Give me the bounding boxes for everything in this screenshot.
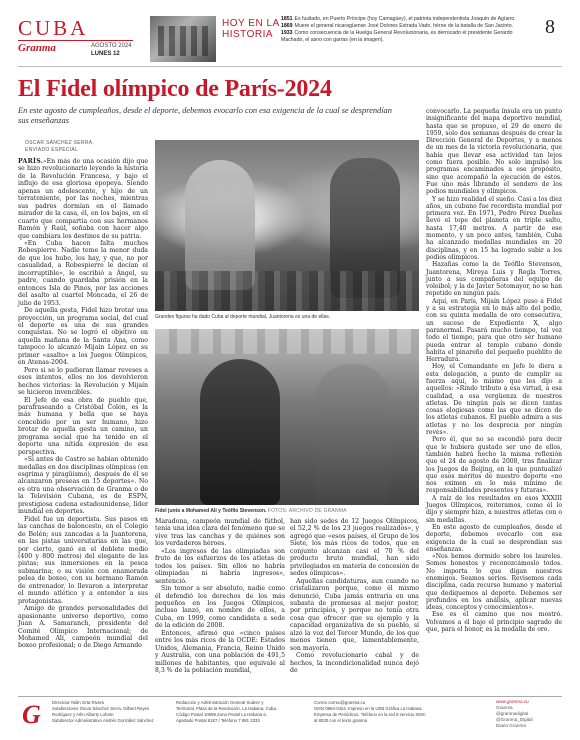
paragraph: «En Cuba hacen falta muchos Robespierre. Nadie teme la menor duda de que los hubo, los hay, y que, no por casualidad, a Robespierre le decían el incorruptible», le escribió a Ángel, su padre, cuando guardaba prisión en la entonces Isla de Pinos, por las acciones del asalto al cuartel Moncada, el 26 de julio de 1953.	[18, 239, 148, 307]
history-title-line-2: HISTORIA	[222, 29, 274, 40]
photo-caption-2	[155, 508, 419, 514]
paragraph: A raíz de los resultados en esos XXXIII Juegos Olímpicos, reiteramos, como él lo dijo y siempre hizo, a nuestros atletas con o sin medallas.	[426, 494, 562, 524]
footer-address	[176, 700, 306, 724]
paragraph-text: En más de una ocasión dijo que se hizo revolucionario leyendo la historia de la Revolución Francesa, y bajo el influjo de esa gloriosa epopeya. Siendo apenas un adolescente, y hijo de un terrateniente, por las noches, mientras sus padres dormían en el llamado mirador de la casa, él, en los bajos, en el cuarto que compartía con sus hermanos Ramón y Raúl, soñaba con hacer algo que cambiara los destinos de su patria.	[18, 158, 148, 240]
paragraph: Fidel fue un deportista. Sus pasos en las canchas de baloncesto, en el Colegio de Belén; sus zancadas a la Juantorena, en las pistas universitarias en las que, por cierto, ganó en el doblete medio (400 y 800 metros) del elegante de las pistas; sus inmersiones en la pesca submarina; o su visión con enamorada pelea de boxeo, con su hermano Ramón de entrenador, lo llevaron a interpretar el mundo atlético y a entender a sus protagonistas.	[18, 515, 148, 605]
ephemeris-item	[281, 16, 516, 22]
paragraph: Hazañas como la de Teófilo Stevenson, Juantorena, Mireya Luis y Regla Torres, junto a sus compañeras del equipo de voleibol; y la de Javier Sotomayor, no se han repetido en ningún país.	[426, 261, 562, 298]
paragraph: El Jefe de esa obra de pueblo que, parafraseando a Cristóbal Colón, es la más humana y bella que se haya concebido por un ser humano, hizo brotar de aquella gesta un camino, un programa social que ha tenido en el deporte una nítida expresión de esa perspectiva.	[18, 396, 148, 456]
footer-line: Código Postal 10699 Zona Postal La Habana 6.	[176, 712, 268, 717]
paragraph: «Los ingresos de las olimpiadas son fruto de los esfuerzos de los atletas de todos los países. Sin ellos no habría olimpiadas ni habría ingresos», sentenció.	[155, 547, 285, 585]
caption-text: Fidel junto a Mohamed Alí y Teófilo Stevenson.	[155, 508, 267, 514]
paragraph: Pero él, que no se escondió para decir que le hubiera gustado ser uno de ellos, también habrá hecho la misma reflexión que el 24 de agosto de 2008, tras finalizar los Juegos de Beijing, en la que puntualizó que esos méritos de nuestro deporte «no nos eximen en lo más mínimo de responsabilidades presentes y futuras».	[426, 436, 562, 495]
paragraph	[18, 158, 148, 240]
page-header	[0, 0, 580, 72]
paragraph: Ese es el camino que nos mostró. Volvamos a él bajo el principio sagrado de que, para el honor, es la medalla de oro.	[426, 611, 562, 634]
article-deck: En este agosto de cumpleaños, desde el deporte, debemos evocarlo con esa exigencia de la cual se desprendían sus enseñanzas	[18, 106, 392, 125]
footer-line: Subdirectores Oscar Sánchez Serra, Gilbert Reyes	[52, 706, 150, 711]
paragraph: Entonces, afirmó que «cinco países entre los más ricos de la OCDE: Estados Unidos, Alemania, Francia, Reino Unido y Australia, con una población de 491,5 millones de habitantes, que equivale al 8,3 % de la población mundial,	[155, 629, 285, 675]
footer-line: Territorial, Plaza de la Revolución, La Habana, Cuba.	[176, 706, 278, 711]
paragraph: Y se hizo realidad el sueño. Casi a los diez años, un cubano fue recordista mundial por primera vez. En 1971, Pedro Pérez Dueñas llevó el tope del planeta en triple salto, hasta 17,40 metros. A partir de ese momento, y un poco antes, también, Cuba ha alcanzado medallas mundiales en 20 disciplinas, y en 15 ha logrado subir a los podios olímpicos.	[426, 195, 562, 261]
issue-date	[91, 42, 132, 58]
photo-crowd	[155, 271, 419, 311]
footer-line: Directora Yailin Orta Rivera	[52, 700, 104, 705]
paragraph: En este agosto de cumpleaños, desde el deporte, debemos evocarlo con esa exigencia de la cual se desprendían sus enseñanzas.	[426, 523, 562, 553]
telegram-link[interactable]: Diario Granma	[496, 722, 526, 728]
ephemeris-text: Como consecuencia de la Huelga General Revolucionaria, es derrocado el presidente Gerardo Machado, el asno con garras (en la imagen).	[281, 30, 513, 43]
ephemeris-year: 1933	[281, 30, 293, 37]
footer-staff	[52, 700, 172, 724]
paragraph: han sido sedes de 12 Juegos Olímpicos, el 52,2 % de los 23 juegos realizados», y agregó que «esos países, el Grupo de los Siete, los más ricos de todos, que en conjunto alcanzan casi el 70 % del producto bruto mundial, han sido privilegiados en materia de concesión de sedes olímpicas».	[290, 518, 419, 578]
ephemeris-text: Es fusilado, en Puerto Príncipe (hoy Camagüey), el patriota independentista Joaquín de Agüero.	[294, 16, 516, 22]
ephemeris-text: Muere el general nicaragüense José Dolores Estrada Vado, héroe de la batalla de San Jacinto.	[294, 23, 514, 30]
paragraph: Pero si se lo pudieran llamar reveses a esos intentos, ellos no los devolvieron hechos victorias: la Revolución y Mijaín se hicieron invencibles.	[18, 366, 148, 397]
paragraph: Hoy, el Comandante en Jefe le diera a esta delegación, a punto de cumplir su fuerza aquí, lo mismo que les dijo a aquellos: «Rindo tributo a esa virtud, a esa cualidad, a esa vergüenza de nuestros atletas. De ningún país se dicen tantas cosas elogiosas como las que se dicen de los atletas cubanos. El pueblo admira a sus atletas y no los desprecia por ningún revés».	[426, 363, 562, 437]
footer-line: Subdirector Administrativo Andrés González Sánchez	[52, 718, 154, 723]
paragraph: «Nos hemos dormido sobre los laureles. Somos honestos y reconozcámoslo todos. No importa lo que digan nuestros enemigos. Seamos serios. Revisemos cada disciplina, cada recurso humano y material que dediquemos al deporte. Debemos ser profundos en los análisis, aplicar nuevas ideas, conceptos y conocimientos».	[426, 553, 562, 612]
social-links	[496, 699, 533, 729]
photo-credit: FOTOS: ARCHIVO DE GRANMA	[267, 508, 347, 514]
article-column-4	[426, 108, 562, 633]
article-column-3	[290, 518, 419, 675]
masthead-divider	[18, 40, 133, 41]
website-link[interactable]: www.granma.cu	[496, 699, 529, 704]
paragraph: Sin temor a ser absoluto, nadie como él defendió los derechos de los más pequeños en los Juegos Olímpicos, incluso lanzó, en nombre de ellos, a Cuba, en 1999, como candidata a sede de la edición de 2008.	[155, 585, 285, 630]
facebook-link[interactable]: Granma	[496, 704, 513, 710]
footer-line: ISSN 0864-0424. Impreso en la UEB Gráfica La Habana.	[314, 706, 423, 711]
history-photo	[150, 16, 216, 62]
author-role: ENVIADO ESPECIAL	[25, 146, 79, 153]
dateline: PARÍS.–	[18, 158, 47, 165]
paragraph: Aquí, en París, Mijaín López puso a Fidel y a su estrategia en lo más alto del podio, con su quinta medalla de oro consecutiva, un suceso de Expediente X, algo paranormal. Pasará mucho tiempo, tal vez todo el tiempo, para que otro ser humano pueda entrar al templo cubano donde habita el pinareño del pequeño pueblito de Herradura.	[426, 297, 562, 364]
history-title-line-1: HOY EN LA	[222, 18, 280, 29]
header-divider	[18, 66, 562, 67]
ephemeris-item	[281, 30, 516, 42]
photo-figure	[200, 359, 280, 505]
twitter-link[interactable]: @granmadigital	[496, 710, 529, 716]
newspaper-name: Granma	[18, 42, 56, 54]
paragraph: Maradona, campeón mundial de fútbol, tenía una idea clara del fenómeno que se vive tras las canchas y de quiénes son los verdaderos héroes.	[155, 518, 285, 548]
footer-line: al 8030 con el texto granma	[314, 718, 368, 723]
footer-line: Apartado Postal 6187 / Teléfono 7 881 3333	[176, 718, 260, 723]
paragraph: «Si antes de Castro se habían obtenido medallas en dos disciplinas olímpicas (en esgrima y piragüismo), después de él se alcanzaron preseas en 15 deportes». No es otra una observación de Granma o de la Televisión Cubana, es de ESPN, prestigiosa cadena estadounidense, líder mundial en deportes.	[18, 456, 148, 516]
ephemeris-item	[281, 23, 516, 29]
author-name: OSCAR SÁNCHEZ SERRA,	[25, 140, 95, 146]
paragraph: Amigo de grandes personalidades del apasionante universo deportivo, como Juan A. Samaranch, presidente del Comité Olímpico Internacional; de Mohamed Alí, campeón mundial del boxeo profesional; o de Diego Armando	[18, 605, 148, 650]
photo-caption-1: Grandes figuras ha dado Cuba al deporte mundial, Juantorena es una de ellas.	[155, 314, 331, 320]
section-title: CUBA	[18, 16, 89, 40]
article-column-1	[18, 158, 148, 650]
page-number: 8	[545, 16, 555, 38]
granma-logo: G	[22, 700, 41, 729]
footer-divider	[18, 696, 562, 697]
footer-line: Empresa de Periódicos. Teléfono en la red 8 servicio SMS:	[314, 712, 426, 717]
ephemeris-year: 1851	[281, 16, 293, 22]
instagram-link[interactable]: @Granma_Digital	[496, 716, 533, 722]
footer-line: Correo correo@granma.cu	[314, 700, 366, 705]
ephemerides-list	[281, 16, 516, 44]
paragraph: convocarlo. La pequeña ínsula era un punto insignificante del mapa deportivo mundial, hasta que se propuso, el 29 de enero de 1959, solo dos semanas después de crear la Dirección General de Deportes, y a menos de un mes de la victoria revolucionaria, que había que llevar esa actividad tan lejos como fuera posible. No solo impulsó los programas encaminados a ese propósito, sino que acompañó la ejecución de estos. Fue uno más librando el sendero de los podios mundiales y olímpicos.	[426, 108, 562, 196]
article-headline: El Fidel olímpico de París-2024	[18, 76, 332, 102]
byline	[25, 140, 94, 153]
issue-weekday: LUNES 12	[91, 51, 120, 57]
paragraph: De aquella gesta, Fidel hizo brotar una proyección, un programa social, del cual el deporte es una de sus grandes conquistas. No se logró el objetivo en aquella mañana de la Santa Ana, como tampoco lo alcanzó Mijaín López en su primer «asalto» a los Juegos Olímpicos, en Atenas-2004.	[18, 307, 148, 367]
paragraph: Como revolucionario cabal y de hechos, la incondicionalidad nunca dejó de	[290, 652, 419, 675]
footer-contact	[314, 700, 490, 724]
article-column-2	[155, 518, 285, 675]
photo-figure	[315, 364, 390, 505]
ephemeris-year: 1869	[281, 23, 293, 30]
footer-line: Redacción y Administración General Suárez y	[176, 700, 264, 705]
history-section-title	[222, 18, 280, 40]
paragraph: Aquellas candidaturas, aun cuando no cristalizaron porque, como él mismo denunció, Cuba jamás entraría en una subasta de promesas al mejor postor, por principios, y porque no tenía otra cosa que ofrecer que su ejemplo y la capacidad organizativa de su pueblo, sí alzó la voz del Tercer Mundo, de los que menos tienen que, lamentablemente, son mayoría.	[290, 577, 419, 652]
photo-ceiling	[155, 329, 419, 354]
fidel-ali-stevenson-photo	[155, 329, 419, 505]
juantorena-photo	[155, 140, 419, 311]
footer-line: Rodríguez y Arlin Alberty Loforte	[52, 712, 114, 717]
issue-month: AGOSTO 2024	[91, 43, 132, 49]
